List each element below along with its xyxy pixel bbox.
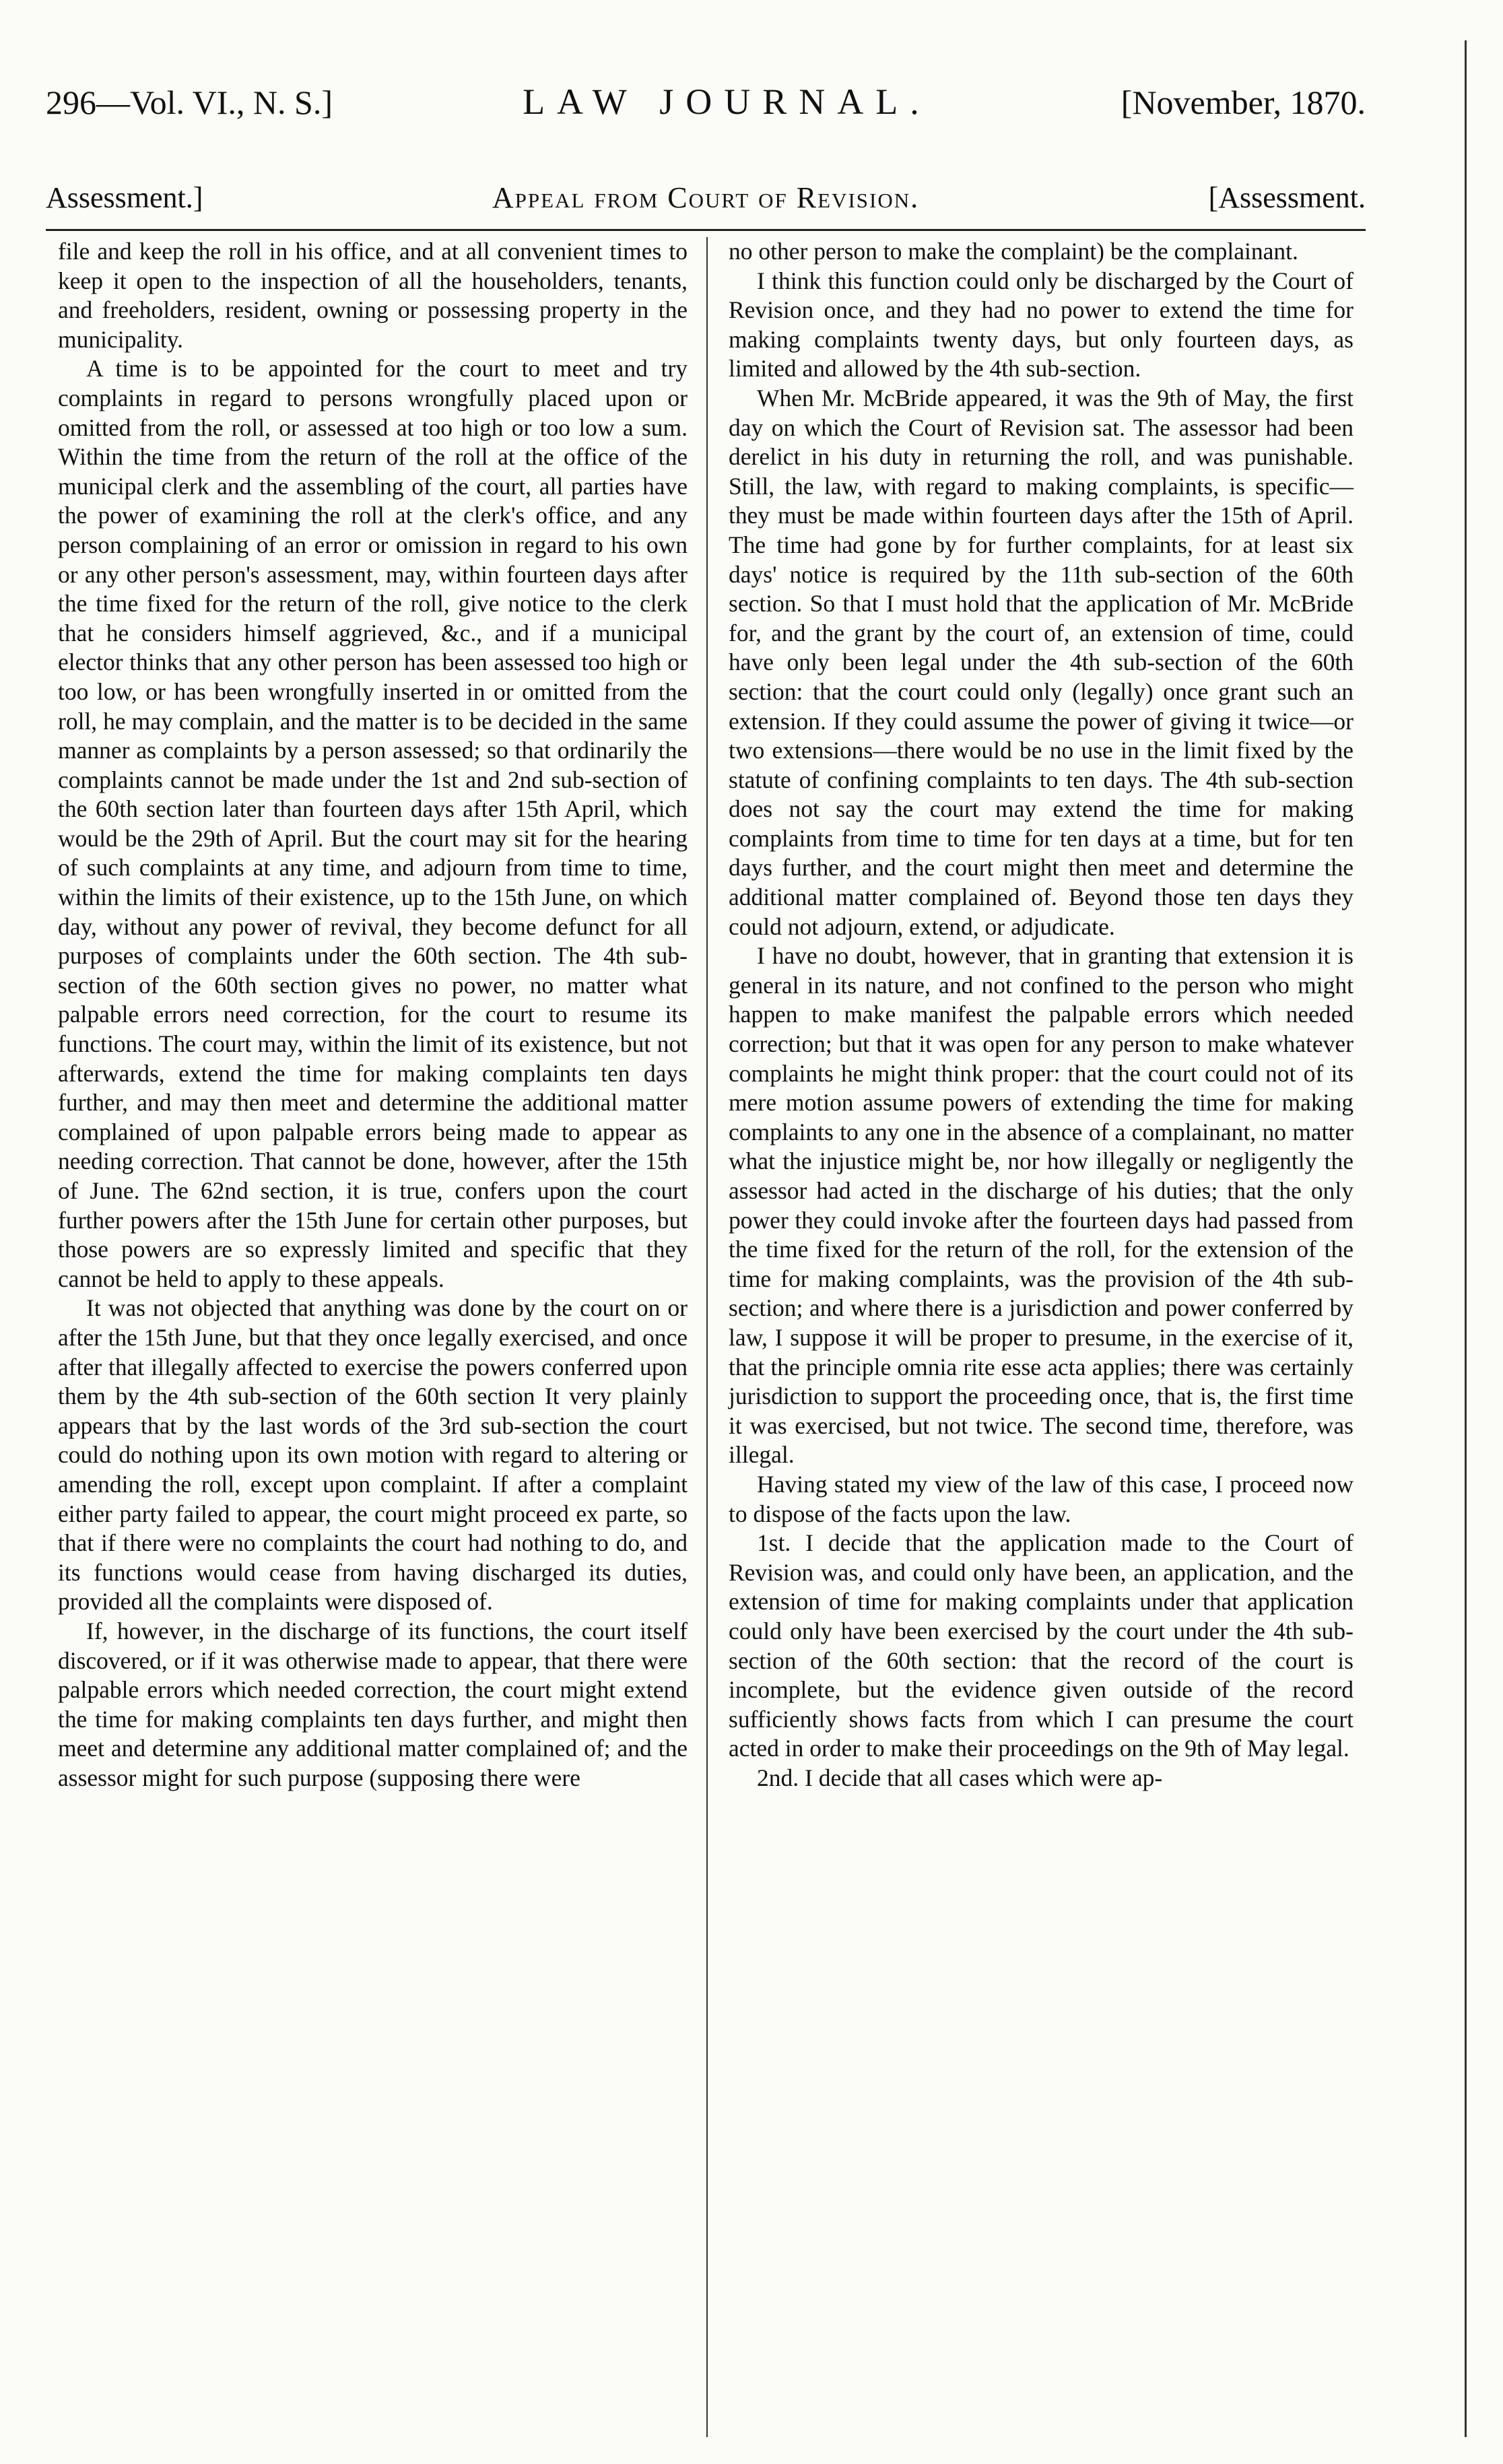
section-header (46, 180, 1366, 215)
right-column (729, 237, 1354, 2437)
section-title: Appeal from Court of Revision. (492, 181, 920, 214)
paragraph: 2nd. I decide that all cases which were ap- (757, 1764, 1163, 1791)
paragraph: file and keep the roll in his office, and at all convenient times to keep it open to the inspection of all the householders, tenants, and freeholders, resident, owning or possessing property in the municipality. (58, 238, 688, 353)
section-right: [Assessment. (1208, 181, 1366, 214)
header-rule (46, 229, 1366, 231)
paragraph: 1st. I decide that the application made to the Court of Revision was, and could only have been, an application, and the extension of time for making complaints under that application could only have been exercised by the court under the 4th sub-section of the 60th section: that the record of the court is incomplete, but the evidence given outside of the record sufficiently shows facts from which I can presume the court acted in order to make their proceedings on the 9th of May legal. (729, 1529, 1354, 1762)
paragraph: When Mr. McBride appeared, it was the 9th of May, the first day on which the Court of Revision sat. The assessor had been derelict in his duty in returning the roll, and was punishable. Still, the law, with regard to making complaints, is specific—they must be made within fourteen days after the 15th of April. The time had gone by for further complaints, for at least six days' notice is required by the 11th sub-section of the 60th section. So that I must hold that the application of Mr. McBride for, and the grant by the court of, an extension of time, could have only been legal under the 4th sub-section of the 60th section: that the court could only (legally) once grant such an extension. If they could assume the power of giving it twice—or two extensions—there would be no use in the limit fixed by the statute of confining complaints to ten days. The 4th sub-section does not say the court may extend the time for making complaints from time to time for ten days at a time, but for ten days further, and the court might then meet and determine the additional matter complained of. Beyond those ten days they could not adjourn, extend, or adjudicate. (729, 384, 1354, 940)
page-header (46, 81, 1366, 123)
paragraph: Having stated my view of the law of this case, I proceed now to dispose of the facts upon the law. (729, 1470, 1354, 1527)
paragraph: A time is to be appointed for the court to meet and try complaints in regard to persons wrongfully placed upon or omitted from the roll, or assessed at too high or too low a sum. Within the time from the return of the roll at the office of the municipal clerk and the assembling of the court, all parties have the power of examining the roll at the clerk's office, and any person complaining of an error or omission in regard to his own or any other person's assessment, may, within fourteen days after the time fixed for the return of the roll, give notice to the clerk that he considers himself aggrieved, &c., and if a municipal elector thinks that any other person has been assessed too high or too low, or has been wrongfully inserted in or omitted from the roll, he may complain, and the matter is to be decided in the same manner as complaints by a person assessed; so that ordinarily the complaints cannot be made under the 1st and 2nd sub-section of the 60th section later than fourteen days after 15th April, which would be the 29th of April. But the court may sit for the hearing of such complaints at any time, and adjourn from time to time, within the limits of their existence, up to the 15th June, on which day, without any power of revival, they become defunct for all purposes of complaints under the 60th section. The 4th sub-section of the 60th section gives no power, no matter what palpable errors need correction, for the court to resume its functions. The court may, within the limit of its existence, but not afterwards, extend the time for making complaints ten days further, and may then meet and determine the additional matter complained of upon palpable errors being made to appear as needing correction. That cannot be done, however, after the 15th of June. The 62nd section, it is true, confers upon the court further powers after the 15th June for certain other purposes, but those powers are so expressly limited and specific that they cannot be held to apply to these appeals. (58, 355, 688, 1292)
left-column (58, 237, 688, 2437)
issue-date: [November, 1870. (1121, 84, 1366, 121)
paragraph: If, however, in the discharge of its functions, the court itself discovered, or if it was otherwise made to appear, that there were palpable errors which needed correction, the court might extend the time for making complaints ten days further, and might then meet and determine any additional matter complained of; and the assessor might for such purpose (supposing there were (58, 1617, 688, 1791)
column-divider (706, 237, 708, 2437)
paragraph: I think this function could only be discharged by the Court of Revision once, and they had no power to extend the time for making complaints twenty days, but only fourteen days, as limited and allowed by the 4th sub-section. (729, 267, 1354, 382)
paragraph: I have no doubt, however, that in granting that extension it is general in its nature, and not confined to the person who might happen to make manifest the palpable errors which needed correction; but that it was open for any person to make whatever complaints he might think proper: that the court could not of its mere motion assume powers of extending the time for making complaints to any one in the absence of a complainant, no matter what the injustice might be, nor how illegally or negligently the assessor had acted in the discharge of his duties; that the only power they could invoke after the fourteen days had passed from the time fixed for the return of the roll, for the extension of the time for making complaints, was the provision of the 4th sub-section; and where there is a jurisdiction and power conferred by law, I suppose it will be proper to presume, in the exercise of it, that the principle omnia rite esse acta applies; there was certainly jurisdiction to support the proceeding once, that is, the first time it was exercised, but not twice. The second time, therefore, was illegal. (729, 942, 1354, 1469)
paragraph: It was not objected that anything was done by the court on or after the 15th June, but that they once legally exercised, and once after that illegally affected to exercise the powers conferred upon them by the 4th sub-section of the 60th section It very plainly appears that by the last words of the 3rd sub-section the court could do nothing upon its own motion with regard to altering or amending the roll, except upon complaint. If after a complaint either party failed to appear, the court might proceed ex parte, so that if there were no complaints the court had nothing to do, and its functions would cease from having discharged its duties, provided all the complaints were disposed of. (58, 1294, 688, 1616)
page-reference: 296—Vol. VI., N. S.] (46, 84, 333, 121)
paragraph: no other person to make the complaint) be the complainant. (729, 238, 1298, 265)
scan-edge-line (1465, 40, 1467, 2437)
journal-title: LAW JOURNAL. (523, 81, 931, 122)
section-left: Assessment.] (46, 181, 203, 214)
